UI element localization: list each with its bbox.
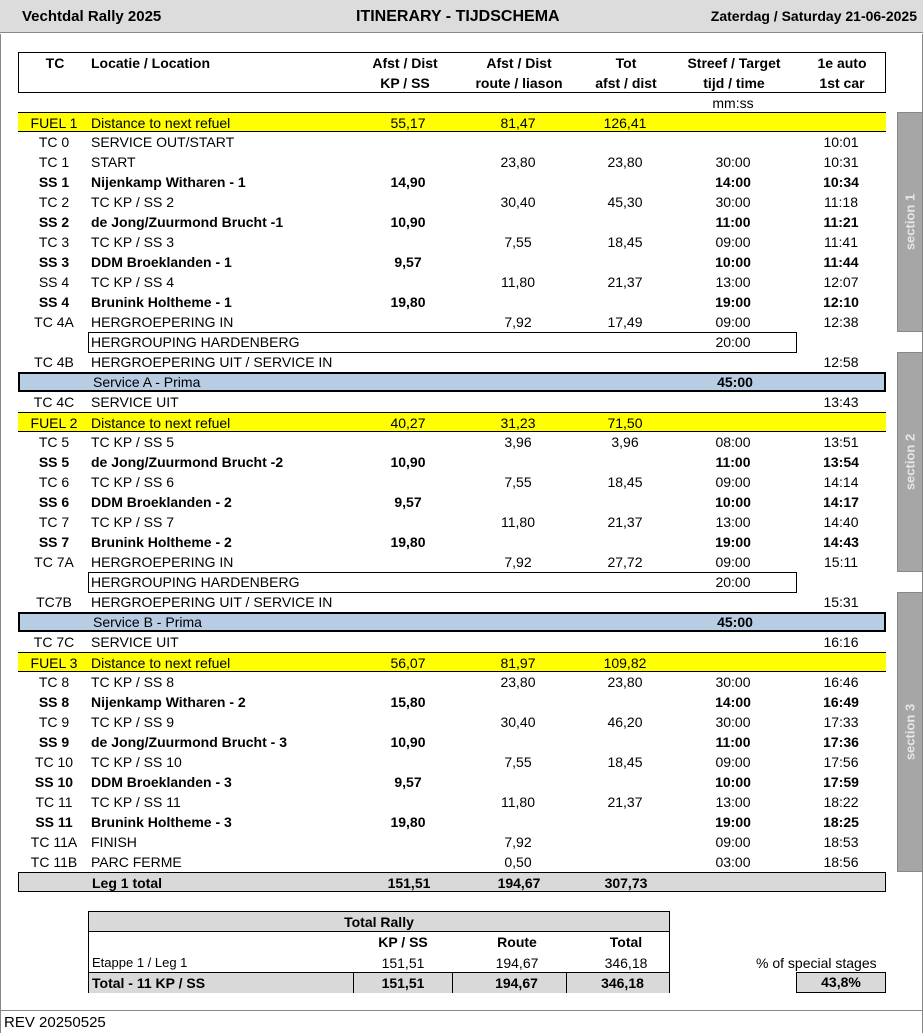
cell-tg: 03:00 — [715, 854, 751, 870]
cell-tc: SS 9 — [38, 734, 70, 750]
service-row — [18, 372, 886, 392]
cell-tg: 08:00 — [715, 434, 751, 450]
cell-tot: 18,45 — [607, 754, 643, 770]
itinerary-row — [18, 712, 886, 732]
cell-loc: TC KP / SS 7 — [91, 514, 174, 530]
cell-tg: 14:00 — [715, 174, 751, 190]
cell-rt: 7,55 — [504, 754, 532, 770]
cell-car: 13:51 — [823, 434, 859, 450]
itinerary-row — [18, 452, 886, 472]
cell-tot: 21,37 — [607, 794, 643, 810]
cell-car: 18:25 — [823, 814, 859, 830]
cell-loc: TC KP / SS 3 — [91, 234, 174, 250]
cell-car: 18:53 — [823, 834, 859, 850]
cell-tc: TC 7A — [34, 554, 74, 570]
cell-loc: Brunink Holtheme - 3 — [91, 814, 232, 830]
col-total-2: afst / dist — [595, 75, 657, 91]
cell-tg: 30:00 — [715, 154, 751, 170]
regroup-box — [88, 332, 797, 353]
cell-tc: TC 6 — [38, 474, 70, 490]
cell-rt: 0,50 — [504, 854, 532, 870]
cell-car: 10:01 — [823, 134, 859, 150]
itinerary-row — [18, 752, 886, 772]
cell-loc: de Jong/Zuurmond Brucht -1 — [91, 214, 284, 230]
cell-tc: SS 8 — [38, 694, 70, 710]
cell-tg: 09:00 — [715, 754, 751, 770]
cell-tg: 45:00 — [717, 614, 753, 630]
col-target-2: tijd / time — [703, 75, 765, 91]
cell-tc: TC 4C — [33, 394, 75, 410]
column-header — [18, 52, 886, 93]
itinerary-row — [18, 212, 886, 232]
cell-car: 15:11 — [824, 554, 858, 570]
cell-loc: Service A - Prima — [93, 374, 201, 390]
cell-tg: 10:00 — [715, 254, 751, 270]
cell-rt: 7,55 — [504, 234, 532, 250]
unit-mmss: mm:ss — [712, 95, 754, 111]
cell-tc: TC 4B — [34, 354, 74, 370]
cell-tg: 19:00 — [715, 294, 751, 310]
cell-loc: TC KP / SS 11 — [91, 794, 181, 810]
section-1-tab — [897, 112, 923, 332]
cell-car: 17:36 — [823, 734, 859, 750]
cell-loc: TC KP / SS 4 — [91, 274, 174, 290]
cell-tc: TC 4A — [34, 314, 74, 330]
itinerary-row — [18, 732, 886, 752]
cell-loc: Nijenkamp Witharen - 2 — [91, 694, 246, 710]
col-total-1: Tot — [615, 55, 637, 71]
cell-loc: FINISH — [91, 834, 137, 850]
col-route-2: route / liason — [475, 75, 563, 91]
cell-rt: 194,67 — [497, 875, 541, 891]
cell-tg: 09:00 — [715, 314, 751, 330]
revision-label: REV 20250525 — [4, 1014, 106, 1031]
cell-tot: 3,96 — [611, 434, 639, 450]
cell-loc: Service B - Prima — [93, 614, 202, 630]
cell-rt: 23,80 — [500, 154, 536, 170]
cell-loc: de Jong/Zuurmond Brucht - 3 — [91, 734, 287, 750]
itinerary-row — [18, 552, 886, 572]
tr-h-total: Total — [609, 934, 643, 950]
fuel-row — [18, 112, 886, 132]
fuel-row — [18, 652, 886, 672]
cell-tg: 19:00 — [715, 534, 751, 550]
cell-loc: TC KP / SS 2 — [91, 194, 174, 210]
col-kp-2: KP / SS — [380, 75, 430, 91]
cell-kp: 19,80 — [390, 294, 426, 310]
itinerary-row — [18, 792, 886, 812]
cell-tg: 13:00 — [715, 514, 751, 530]
cell-tg: 20:00 — [715, 334, 751, 350]
cell-rt: 7,92 — [504, 554, 532, 570]
cell-car: 16:16 — [823, 634, 859, 650]
cell-loc: TC KP / SS 9 — [91, 714, 174, 730]
cell-tot: 307,73 — [604, 875, 648, 891]
cell-loc: DDM Broeklanden - 1 — [91, 254, 232, 270]
leg-total-row — [18, 872, 886, 892]
cell-kp: 9,57 — [394, 494, 422, 510]
cell-tot: 23,80 — [607, 674, 643, 690]
cell-car: 12:38 — [823, 314, 859, 330]
cell-tg: 30:00 — [715, 194, 751, 210]
cell-tc: SS 2 — [38, 214, 70, 230]
cell-tc: TC 7C — [33, 634, 75, 650]
cell-rt: 81,97 — [500, 655, 536, 671]
cell-car: 12:07 — [823, 274, 859, 290]
cell-tg: 20:00 — [715, 574, 751, 590]
cell-loc: Distance to next refuel — [91, 655, 231, 671]
top-bar — [0, 0, 923, 33]
special-stages-label: % of special stages — [756, 955, 877, 971]
cell-rt: 7,92 — [504, 314, 532, 330]
itinerary-row — [18, 292, 886, 312]
tr-tot-kp: 151,51 — [353, 973, 453, 993]
cell-car: 11:44 — [823, 254, 859, 270]
cell-kp: 40,27 — [390, 415, 426, 431]
cell-loc: TC KP / SS 5 — [91, 434, 174, 450]
cell-tot: 23,80 — [607, 154, 643, 170]
tr-leg-total: 346,18 — [604, 955, 648, 971]
itinerary-row — [18, 472, 886, 492]
cell-loc: TC KP / SS 10 — [91, 754, 182, 770]
section-label: section 1 — [902, 193, 918, 251]
itinerary-row — [18, 172, 886, 192]
cell-rt: 30,40 — [500, 194, 536, 210]
section-label: section 3 — [902, 703, 918, 761]
cell-kp: 56,07 — [390, 655, 426, 671]
cell-tg: 09:00 — [715, 554, 751, 570]
cell-tc: TC 8 — [38, 674, 70, 690]
itinerary-row — [18, 692, 886, 712]
cell-kp: 10,90 — [390, 214, 426, 230]
cell-loc: SERVICE OUT/START — [91, 134, 235, 150]
service-row — [18, 612, 886, 632]
cell-loc: TC KP / SS 8 — [91, 674, 174, 690]
cell-tc: TC 7 — [38, 514, 70, 530]
cell-car: 14:17 — [823, 494, 859, 510]
itinerary-row — [18, 312, 886, 332]
cell-tc: SS 4 — [38, 274, 70, 290]
rally-name: Vechtdal Rally 2025 — [22, 8, 162, 25]
cell-loc: SERVICE UIT — [91, 634, 179, 650]
col-tc: TC — [45, 55, 65, 71]
cell-tot: 109,82 — [603, 655, 647, 671]
cell-tc: TC7B — [36, 594, 72, 610]
cell-car: 17:56 — [823, 754, 859, 770]
cell-tc: SS 7 — [38, 534, 70, 550]
cell-kp: 15,80 — [390, 694, 426, 710]
cell-loc: HERGROUPING HARDENBERG — [91, 574, 300, 590]
cell-car: 17:33 — [823, 714, 859, 730]
col-kp-1: Afst / Dist — [372, 55, 438, 71]
cell-kp: 9,57 — [394, 774, 422, 790]
tr-h-route: Route — [497, 934, 537, 950]
itinerary-row — [18, 492, 886, 512]
regroup-box — [88, 572, 797, 593]
special-stages-value: 43,8% — [796, 972, 886, 993]
cell-tc: TC 11B — [30, 854, 78, 870]
cell-tg: 11:00 — [715, 214, 751, 230]
col-car-2: 1st car — [819, 75, 865, 91]
cell-rt: 11,80 — [501, 274, 535, 290]
cell-loc: HERGROEPERING UIT / SERVICE IN — [91, 354, 333, 370]
cell-car: 13:43 — [823, 394, 859, 410]
cell-loc: DDM Broeklanden - 3 — [91, 774, 232, 790]
cell-tot: 27,72 — [607, 554, 643, 570]
cell-tg: 11:00 — [715, 734, 751, 750]
itinerary-row — [18, 592, 886, 612]
cell-tg: 11:00 — [715, 454, 751, 470]
cell-tc: SS 4 — [38, 294, 70, 310]
cell-car: 18:22 — [823, 794, 859, 810]
itinerary-row — [18, 672, 886, 692]
date-label: Zaterdag / Saturday 21-06-2025 — [710, 8, 917, 24]
cell-tc: SS 5 — [38, 454, 70, 470]
fuel-row — [18, 412, 886, 432]
itinerary-row — [18, 252, 886, 272]
page-title: ITINERARY - TIJDSCHEMA — [356, 8, 560, 25]
cell-loc: Nijenkamp Witharen - 1 — [91, 174, 246, 190]
cell-rt: 11,80 — [501, 794, 535, 810]
tr-tot-total: 346,18 — [601, 975, 644, 991]
cell-rt: 11,80 — [501, 514, 535, 530]
cell-tc: TC 2 — [38, 194, 70, 210]
itinerary-row — [18, 852, 886, 872]
cell-rt: 23,80 — [500, 674, 536, 690]
tr-tot-route: 194,67 — [467, 973, 567, 993]
cell-loc: Brunink Holtheme - 1 — [91, 294, 232, 310]
cell-car: 10:34 — [823, 174, 859, 190]
cell-rt: 7,92 — [504, 834, 532, 850]
cell-car: 10:31 — [823, 154, 859, 170]
cell-car: 15:31 — [823, 594, 859, 610]
cell-tg: 09:00 — [715, 834, 751, 850]
cell-tot: 17,49 — [607, 314, 643, 330]
cell-kp: 9,57 — [394, 254, 422, 270]
cell-loc: START — [91, 154, 136, 170]
cell-loc: Distance to next refuel — [91, 415, 231, 431]
cell-tot: 21,37 — [607, 274, 643, 290]
cell-tg: 30:00 — [715, 674, 751, 690]
cell-tg: 13:00 — [715, 794, 751, 810]
itinerary-row — [18, 392, 886, 412]
cell-car: 14:14 — [823, 474, 859, 490]
cell-tc: SS 1 — [38, 174, 70, 190]
cell-tc: SS 11 — [35, 814, 73, 830]
total-rally-title: Total Rally — [89, 912, 669, 932]
tr-leg-route: 194,67 — [495, 955, 539, 971]
cell-rt: 3,96 — [504, 434, 532, 450]
cell-kp: 19,80 — [390, 814, 426, 830]
cell-kp: 19,80 — [390, 534, 426, 550]
section-3-tab — [897, 592, 923, 872]
itinerary-row — [18, 532, 886, 552]
cell-tg: 14:00 — [715, 694, 751, 710]
cell-tc: TC 11A — [30, 834, 78, 850]
cell-car: 14:40 — [823, 514, 859, 530]
tr-leg-kp: 151,51 — [381, 955, 425, 971]
cell-loc: DDM Broeklanden - 2 — [91, 494, 232, 510]
cell-tg: 13:00 — [715, 274, 751, 290]
cell-tg: 19:00 — [715, 814, 751, 830]
cell-tc: FUEL 2 — [30, 415, 78, 431]
cell-tc: TC 5 — [38, 434, 70, 450]
cell-car: 12:58 — [823, 354, 859, 370]
total-rally-total — [89, 973, 669, 993]
cell-tc: TC 10 — [34, 754, 74, 770]
itinerary-row — [18, 512, 886, 532]
cell-tc: SS 6 — [38, 494, 70, 510]
cell-kp: 151,51 — [387, 875, 431, 891]
tr-leg-label: Etappe 1 / Leg 1 — [92, 955, 188, 970]
cell-loc: Distance to next refuel — [91, 115, 231, 131]
section-label: section 2 — [902, 433, 918, 491]
cell-tc: TC 0 — [38, 134, 70, 150]
cell-loc: Leg 1 total — [92, 875, 163, 891]
cell-tg: 45:00 — [717, 374, 753, 390]
itinerary-row — [18, 832, 886, 852]
cell-tot: 46,20 — [607, 714, 643, 730]
cell-loc: PARC FERME — [91, 854, 182, 870]
footer-divider — [0, 1010, 923, 1011]
cell-loc: HERGROEPERING IN — [91, 554, 234, 570]
cell-kp: 10,90 — [390, 454, 426, 470]
total-rally-table — [88, 911, 670, 993]
cell-tot: 18,45 — [607, 234, 643, 250]
itinerary-row — [18, 272, 886, 292]
itinerary-row — [18, 432, 886, 452]
cell-car: 14:43 — [823, 534, 859, 550]
cell-tc: TC 3 — [38, 234, 70, 250]
cell-loc: Brunink Holtheme - 2 — [91, 534, 232, 550]
cell-rt: 7,55 — [504, 474, 532, 490]
cell-tc: TC 11 — [35, 794, 73, 810]
cell-rt: 31,23 — [500, 415, 536, 431]
tr-tot-label: Total - 11 KP / SS — [92, 975, 206, 991]
cell-loc: de Jong/Zuurmond Brucht -2 — [91, 454, 284, 470]
cell-loc: HERGROUPING HARDENBERG — [91, 334, 300, 350]
cell-loc: TC KP / SS 6 — [91, 474, 174, 490]
itinerary-row — [18, 772, 886, 792]
cell-car: 16:46 — [823, 674, 859, 690]
cell-tg: 09:00 — [715, 474, 751, 490]
cell-loc: HERGROEPERING UIT / SERVICE IN — [91, 594, 333, 610]
itinerary-row — [18, 352, 886, 372]
cell-tg: 30:00 — [715, 714, 751, 730]
cell-tot: 126,41 — [603, 115, 647, 131]
cell-tc: FUEL 3 — [30, 655, 78, 671]
cell-loc: SERVICE UIT — [91, 394, 179, 410]
cell-loc: HERGROEPERING IN — [91, 314, 234, 330]
cell-tot: 45,30 — [607, 194, 643, 210]
cell-tc: FUEL 1 — [30, 115, 78, 131]
cell-car: 12:10 — [823, 294, 859, 310]
cell-tot: 71,50 — [607, 415, 643, 431]
itinerary-row — [18, 632, 886, 652]
cell-tc: TC 1 — [38, 154, 70, 170]
itinerary-row — [18, 152, 886, 172]
cell-car: 16:49 — [823, 694, 859, 710]
itinerary-row — [18, 232, 886, 252]
total-rally-header — [89, 932, 669, 952]
tr-h-kp: KP / SS — [378, 934, 428, 950]
cell-car: 18:56 — [823, 854, 859, 870]
col-car-1: 1e auto — [817, 55, 867, 71]
cell-tc: TC 9 — [38, 714, 70, 730]
cell-kp: 55,17 — [390, 115, 426, 131]
cell-rt: 81,47 — [500, 115, 536, 131]
cell-kp: 10,90 — [390, 734, 426, 750]
cell-car: 11:18 — [824, 194, 858, 210]
cell-tg: 09:00 — [715, 234, 751, 250]
cell-tg: 10:00 — [715, 494, 751, 510]
section-2-tab — [897, 352, 923, 572]
cell-tc: SS 3 — [38, 254, 70, 270]
cell-tc: SS 10 — [34, 774, 74, 790]
cell-car: 11:21 — [823, 214, 859, 230]
col-route-1: Afst / Dist — [486, 55, 552, 71]
cell-tot: 21,37 — [607, 514, 643, 530]
cell-car: 11:41 — [824, 234, 858, 250]
col-target-1: Streef / Target — [687, 55, 781, 71]
col-location: Locatie / Location — [91, 55, 211, 71]
itinerary-row — [18, 812, 886, 832]
cell-car: 13:54 — [823, 454, 859, 470]
cell-rt: 30,40 — [500, 714, 536, 730]
cell-tg: 10:00 — [715, 774, 751, 790]
itinerary-row — [18, 132, 886, 152]
cell-car: 17:59 — [823, 774, 859, 790]
cell-kp: 14,90 — [390, 174, 426, 190]
cell-tot: 18,45 — [607, 474, 643, 490]
itinerary-row — [18, 192, 886, 212]
total-rally-leg — [89, 953, 669, 973]
